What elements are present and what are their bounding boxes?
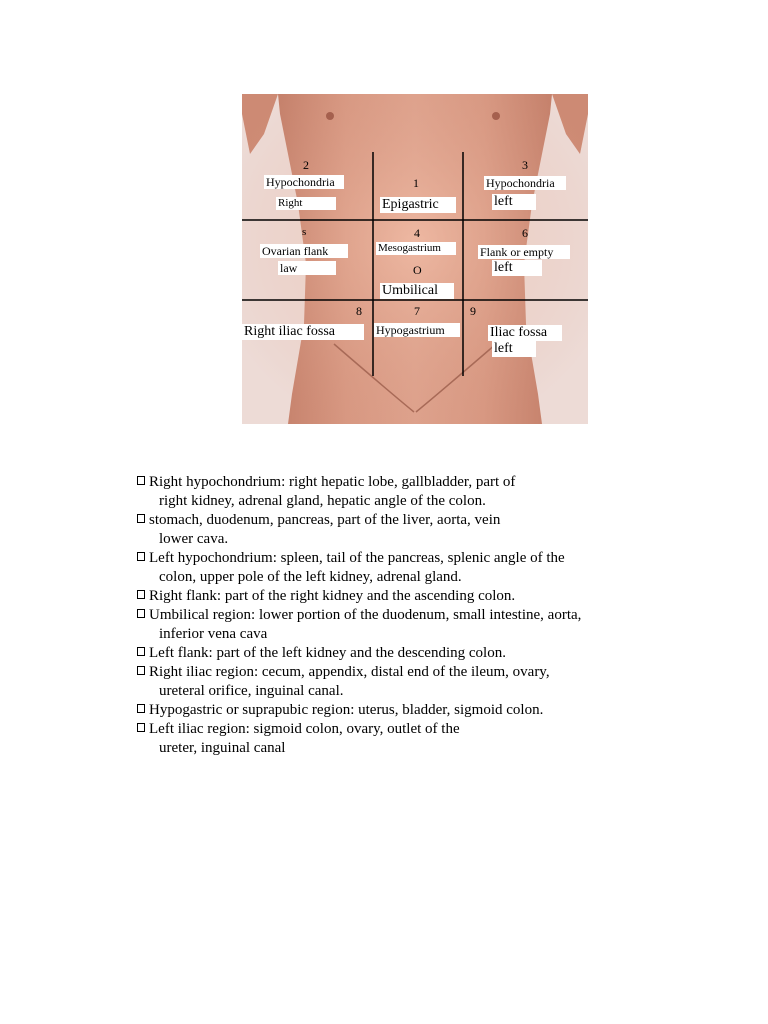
label-iliac-fossa: Iliac fossa: [488, 325, 562, 341]
checkbox-glyph-icon: [137, 590, 145, 599]
checkbox-glyph-icon: [137, 666, 145, 675]
label-flank-left: left: [492, 260, 542, 276]
abdomen-regions-figure: [242, 94, 588, 424]
checkbox-glyph-icon: [137, 704, 145, 713]
checkbox-glyph-icon: [137, 552, 145, 561]
checkbox-glyph-icon: [137, 647, 145, 656]
label-left-hypochondria: Hypochondria: [484, 176, 566, 190]
label-ovarian-flank: Ovarian flank: [260, 244, 348, 258]
torso-illustration: [242, 94, 588, 424]
label-mesogastrium: Mesogastrium: [376, 242, 456, 255]
list-item: Right iliac region: cecum, appendix, distal end of the ileum, ovary, ureteral orifice, inguinal canal.: [137, 663, 657, 701]
label-umbilicus-mark: O: [413, 263, 422, 277]
list-item: Umbilical region: lower portion of the duodenum, small intestine, aorta, inferior vena cava: [137, 606, 657, 644]
list-item: Left hypochondrium: spleen, tail of the pancreas, splenic angle of the colon, upper pole of the left kidney, adrenal gland.: [137, 549, 657, 587]
checkbox-glyph-icon: [137, 476, 145, 485]
region-number-1: 1: [413, 176, 419, 190]
label-right-iliac-fossa: Right iliac fossa: [242, 324, 364, 340]
label-iliac-fossa-left: left: [492, 341, 536, 357]
region-number-2: 2: [303, 158, 309, 172]
region-number-4: 4: [414, 226, 420, 240]
region-number-6: 6: [522, 226, 528, 240]
label-umbilical: Umbilical: [380, 283, 454, 299]
list-item: Left iliac region: sigmoid colon, ovary, outlet of the ureter, inguinal canal: [137, 720, 657, 758]
region-number-7: 7: [414, 304, 420, 318]
checkbox-glyph-icon: [137, 609, 145, 618]
list-item: stomach, duodenum, pancreas, part of the liver, aorta, vein lower cava.: [137, 511, 657, 549]
label-flank-law: law: [278, 261, 336, 275]
list-item: Right hypochondrium: right hepatic lobe, gallbladder, part of right kidney, adrenal gland, hepatic angle of the colon.: [137, 473, 657, 511]
list-item: Left flank: part of the left kidney and the descending colon.: [137, 644, 657, 663]
label-flank-or-empty: Flank or empty: [478, 245, 570, 259]
label-hypogastrium: Hypogastrium: [374, 323, 460, 337]
list-item: Hypogastric or suprapubic region: uterus, bladder, sigmoid colon.: [137, 701, 657, 720]
label-epigastric: Epigastric: [380, 197, 456, 213]
region-number-9: 9: [470, 304, 476, 318]
region-mark-s: s: [302, 226, 307, 238]
region-number-3: 3: [522, 158, 528, 172]
checkbox-glyph-icon: [137, 514, 145, 523]
label-right-hypochondria: Hypochondria: [264, 175, 344, 189]
region-number-8: 8: [356, 304, 362, 318]
regions-organs-list: [137, 473, 657, 758]
checkbox-glyph-icon: [137, 723, 145, 732]
list-item: Right flank: part of the right kidney and the ascending colon.: [137, 587, 657, 606]
label-left-hypochondria-side: left: [492, 194, 536, 210]
label-right: Right: [276, 197, 336, 210]
